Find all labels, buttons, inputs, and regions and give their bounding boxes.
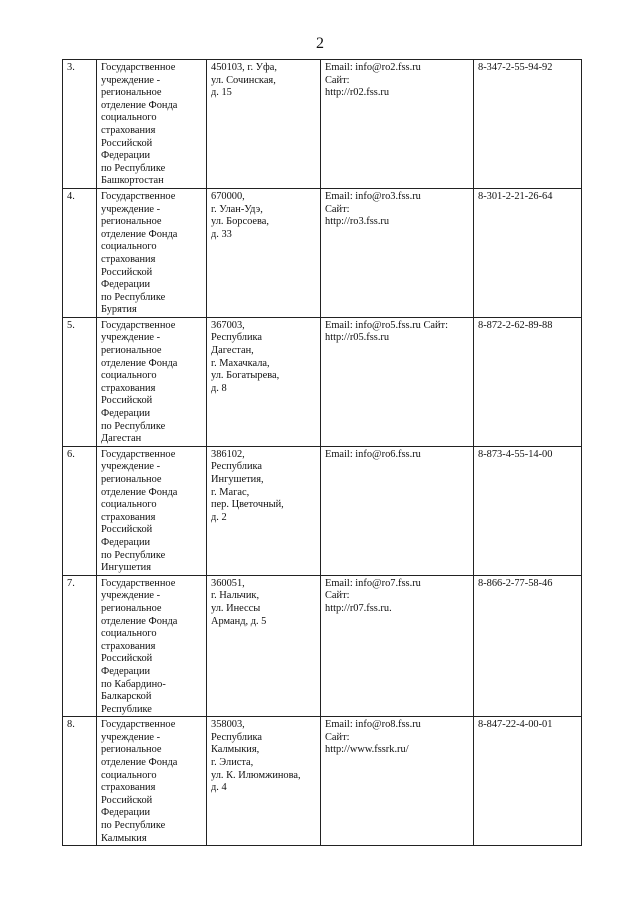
address-line: г. Магас, <box>211 486 250 498</box>
contact-line: Email: info@ro2.fss.ru <box>325 62 421 73</box>
institution-name-line: Государственное <box>101 719 176 731</box>
contact-line: Email: info@ro5.fss.ru Сайт: <box>325 319 448 331</box>
institution-name-line: Государственное <box>101 190 176 202</box>
address-line: д. 15 <box>211 87 232 99</box>
address-line: г. Нальчик, <box>211 590 260 602</box>
institution-name-cell <box>97 188 207 317</box>
phone-cell <box>474 188 582 317</box>
phone-number: 8-847-22-4-00-01 <box>478 719 553 731</box>
institution-name-line: Федерации <box>101 807 151 819</box>
phone-number: 8-866-2-77-58-46 <box>478 577 553 589</box>
address-cell <box>207 717 321 846</box>
institution-name-line: Федерации <box>101 408 151 420</box>
institution-name-line: страхования <box>101 124 156 136</box>
address-line: 360051, <box>211 577 245 589</box>
contacts-cell <box>321 188 474 317</box>
institution-name-line: отделение Фонда <box>101 228 178 240</box>
row-number: 5. <box>67 319 75 331</box>
contact-line: Email: info@ro6.fss.ru <box>325 448 421 460</box>
institution-name-line: учреждение - <box>101 590 161 602</box>
institution-name-line: учреждение - <box>101 731 161 743</box>
institution-name-cell <box>97 575 207 717</box>
institution-name-line: Калмыкия <box>101 832 147 844</box>
institution-name-line: отделение Фонда <box>101 357 178 369</box>
address-line: Калмыкия, <box>211 744 260 756</box>
address-line: ул. Инессы <box>211 602 261 614</box>
phone-cell <box>474 60 582 189</box>
address-line: 358003, <box>211 719 245 731</box>
institution-name-line: региональное <box>101 744 162 756</box>
institution-name-cell <box>97 446 207 575</box>
institution-name-line: Балкарской <box>101 691 152 703</box>
address-line: Ингушетия, <box>211 474 264 485</box>
contact-line: http://www.fssrk.ru/ <box>325 744 409 756</box>
address-line: ул. Богатырева, <box>211 370 280 382</box>
address-line: 450103, г. Уфа, <box>211 62 277 73</box>
contacts-cell <box>321 60 474 189</box>
institution-name-line: Российской <box>101 524 153 536</box>
table-row <box>63 575 582 717</box>
address-line: ул. К. Илюмжинова, <box>211 769 301 781</box>
institution-name-line: учреждение - <box>101 332 161 344</box>
institution-name-line: Российской <box>101 395 153 407</box>
institution-name-line: Российской <box>101 794 153 806</box>
institution-name-cell <box>97 60 207 189</box>
contact-line: Сайт: <box>325 731 350 743</box>
address-line: Республика <box>211 461 263 473</box>
institution-name-line: по Республике <box>101 162 166 174</box>
institution-name-line: социального <box>101 769 157 781</box>
institution-name-line: страхования <box>101 782 156 794</box>
institution-name-cell <box>97 317 207 446</box>
address-line: д. 8 <box>211 382 227 394</box>
address-cell <box>207 575 321 717</box>
address-line: г. Улан-Удэ, <box>211 203 263 215</box>
institution-name-line: социального <box>101 499 157 511</box>
phone-cell <box>474 717 582 846</box>
institution-name-line: Государственное <box>101 62 176 73</box>
contacts-cell <box>321 575 474 717</box>
address-line: д. 33 <box>211 228 232 240</box>
contact-line: Email: info@ro3.fss.ru <box>325 190 421 202</box>
row-number-cell <box>63 60 97 189</box>
institution-name-line: по Республике <box>101 549 166 561</box>
phone-cell <box>474 317 582 446</box>
institution-name-line: учреждение - <box>101 203 161 215</box>
institution-name-line: Государственное <box>101 319 176 331</box>
institution-name-line: Российской <box>101 137 153 149</box>
institution-name-line: Башкортостан <box>101 175 164 187</box>
institution-name-line: региональное <box>101 474 162 485</box>
institution-name-line: социального <box>101 628 157 640</box>
institution-name-line: по Кабардино- <box>101 678 166 690</box>
address-line: 367003, <box>211 319 245 331</box>
table-row <box>63 60 582 189</box>
row-number-cell <box>63 188 97 317</box>
institution-name-line: Федерации <box>101 150 151 162</box>
contact-line: http://r02.fss.ru <box>325 87 390 99</box>
institution-name-line: страхования <box>101 511 156 523</box>
contact-line: http://r07.fss.ru. <box>325 602 392 614</box>
address-line: г. Элиста, <box>211 757 254 769</box>
institution-name-line: социального <box>101 241 157 253</box>
contact-line: Сайт: <box>325 74 350 86</box>
address-cell <box>207 446 321 575</box>
table-row <box>63 717 582 846</box>
contact-line: http://r05.fss.ru <box>325 332 390 344</box>
institution-name-line: Дагестан <box>101 433 142 445</box>
address-line: ул. Сочинская, <box>211 74 276 86</box>
institution-name-line: отделение Фонда <box>101 99 178 111</box>
address-cell <box>207 317 321 446</box>
row-number: 7. <box>67 577 75 589</box>
row-number-cell <box>63 575 97 717</box>
table-row <box>63 446 582 575</box>
address-line: д. 2 <box>211 511 227 523</box>
institution-name-line: Государственное <box>101 577 176 589</box>
institution-name-cell <box>97 717 207 846</box>
address-line: 386102, <box>211 448 245 460</box>
contacts-cell <box>321 446 474 575</box>
institution-name-line: Бурятия <box>101 304 137 316</box>
address-cell <box>207 60 321 189</box>
row-number-cell <box>63 446 97 575</box>
fss-offices-table <box>62 59 582 846</box>
phone-number: 8-873-4-55-14-00 <box>478 448 553 460</box>
contact-line: Email: info@ro8.fss.ru <box>325 719 421 731</box>
address-line: г. Махачкала, <box>211 357 270 369</box>
institution-name-line: Ингушетия <box>101 562 152 574</box>
institution-name-line: отделение Фонда <box>101 486 178 498</box>
contact-line: Сайт: <box>325 590 350 602</box>
row-number-cell <box>63 717 97 846</box>
contact-line: Сайт: <box>325 203 350 215</box>
row-number: 8. <box>67 719 75 731</box>
address-line: Республика <box>211 332 263 344</box>
contact-line: Email: info@ro7.fss.ru <box>325 577 421 589</box>
table-row <box>63 317 582 446</box>
institution-name-line: страхования <box>101 253 156 265</box>
row-number: 6. <box>67 448 75 460</box>
institution-name-line: региональное <box>101 216 162 228</box>
contact-line: http://ro3.fss.ru <box>325 216 390 228</box>
institution-name-line: региональное <box>101 87 162 99</box>
address-line: 670000, <box>211 190 245 202</box>
phone-number: 8-301-2-21-26-64 <box>478 190 553 202</box>
address-line: Дагестан, <box>211 345 254 357</box>
institution-name-line: Государственное <box>101 448 176 460</box>
phone-number: 8-347-2-55-94-92 <box>478 62 553 73</box>
phone-cell <box>474 575 582 717</box>
page-number: 2 <box>316 35 324 52</box>
table-row <box>63 188 582 317</box>
institution-name-line: Федерации <box>101 279 151 291</box>
institution-name-line: страхования <box>101 640 156 652</box>
institution-name-line: учреждение - <box>101 461 161 473</box>
institution-name-line: Федерации <box>101 536 151 548</box>
phone-number: 8-872-2-62-89-88 <box>478 319 553 331</box>
row-number: 4. <box>67 190 75 202</box>
institution-name-line: учреждение - <box>101 74 161 86</box>
address-line: Арманд, д. 5 <box>211 615 267 627</box>
institution-name-line: Республике <box>101 703 152 715</box>
phone-cell <box>474 446 582 575</box>
address-line: ул. Борсоева, <box>211 216 270 228</box>
institution-name-line: по Республике <box>101 420 166 432</box>
institution-name-line: Российской <box>101 266 153 278</box>
institution-name-line: по Республике <box>101 291 166 303</box>
address-line: пер. Цветочный, <box>211 499 284 511</box>
institution-name-line: Российской <box>101 653 153 665</box>
address-line: д. 4 <box>211 782 227 794</box>
institution-name-line: социального <box>101 112 157 124</box>
row-number: 3. <box>67 62 75 73</box>
institution-name-line: отделение Фонда <box>101 757 178 769</box>
row-number-cell <box>63 317 97 446</box>
institution-name-line: региональное <box>101 602 162 614</box>
institution-name-line: по Республике <box>101 820 166 832</box>
contacts-cell <box>321 317 474 446</box>
institution-name-line: страхования <box>101 382 156 394</box>
institution-name-line: Федерации <box>101 665 151 677</box>
institution-name-line: отделение Фонда <box>101 615 178 627</box>
address-cell <box>207 188 321 317</box>
institution-name-line: социального <box>101 370 157 382</box>
contacts-cell <box>321 717 474 846</box>
address-line: Республика <box>211 731 263 743</box>
institution-name-line: региональное <box>101 345 162 357</box>
